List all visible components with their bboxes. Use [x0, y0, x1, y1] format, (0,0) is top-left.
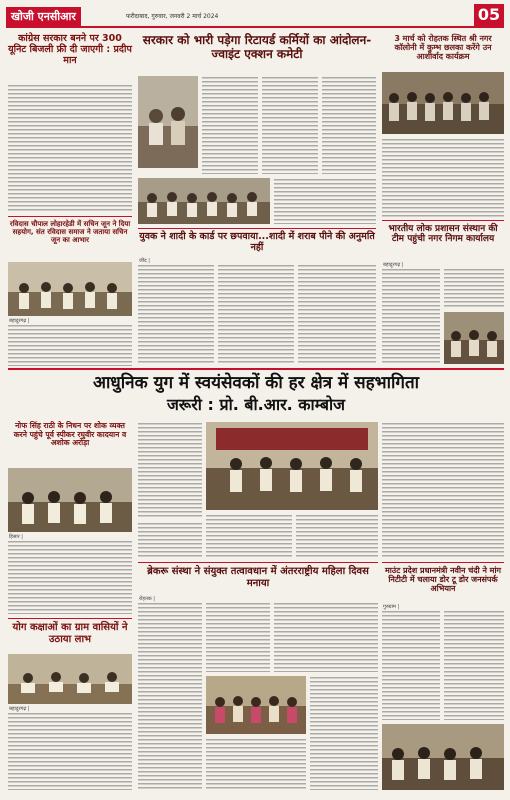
body-text-right-lower-top — [382, 422, 504, 558]
issue-line: फरीदाबाद, गुरुवार, जनवरी 2 मार्च 2024 — [126, 13, 219, 20]
condolence-photo — [8, 468, 132, 532]
banner-headline-line1: आधुनिक युग में स्वयंसेवकों की हर क्षेत्र में सहभागिता — [92, 373, 420, 393]
campaign-photo-graphic — [382, 724, 504, 790]
byline-2: जींद | — [139, 258, 150, 264]
headline-left-top: कांग्रेस सरकार बनने पर 300 यूनिट बिजली फ्री दी जाएगी : प्रदीप मान — [8, 33, 132, 66]
byline-7: बहादुरगढ़ | — [9, 706, 30, 712]
yoga-photo — [8, 654, 132, 704]
page-number: 05 — [474, 4, 504, 26]
chaupal-photo — [8, 262, 132, 316]
condolence-photo-graphic — [8, 468, 132, 532]
divider-left-1 — [8, 216, 132, 217]
protest-photo — [138, 76, 198, 168]
body-text-center-top-d — [274, 178, 376, 224]
banner-headline-line2: जरूरी : प्रो. बी.आर. काम्बोज — [166, 395, 346, 414]
chaupal-photo-graphic — [8, 262, 132, 316]
headline-right-middle: भारतीय लोक प्रशासन संस्थान की टीम पहुंची नगर निगम कार्यालय — [388, 224, 498, 245]
headline-center-middle: युवक ने शादी के कार्ड पर छपवाया...शादी में शराब पीने की अनुमति नहीं — [139, 231, 375, 253]
officials-photo — [444, 312, 504, 364]
headline-left-middle: रविदास चौपाल लोहारहेडी में सचिन जून ने दिया सहयोग, संत रविदास समाज ने जताया सचिन जून का आभार — [9, 220, 131, 245]
divider-center-2 — [138, 562, 378, 563]
body-text-center-top-c — [322, 76, 376, 174]
byline-5: रोहतक | — [139, 596, 155, 602]
headline-center-lower: ब्रेकरू संस्था ने संयुक्त तत्वावधान में अंतरराष्ट्रीय महिला दिवस मनाया — [147, 566, 369, 589]
campaign-photo — [382, 724, 504, 790]
headline-right-top: 3 मार्च को रोहतक स्थित श्री नगर कॉलोनी में कुम्भ छलका करेंगे उन आशीर्वाद कार्यक्रम — [394, 34, 492, 62]
byline-6: गुरुग्राम | — [383, 604, 400, 610]
headline-right-lower: माउंट प्रदेश प्रधानमंत्री नवीन चंदी ने मांग निटीटी में चलाया डोर टू डोर जनसंपर्क अभियान — [384, 566, 502, 594]
banner-rule-top — [8, 368, 504, 370]
body-text-center-top-a — [202, 76, 258, 174]
body-text-banner-a — [138, 422, 202, 518]
body-text-banner-d — [138, 522, 202, 558]
body-text-right-lower-a — [382, 610, 440, 720]
body-text-left-top — [8, 84, 132, 212]
body-text-center-middle-c — [298, 264, 376, 364]
byline-3: बहादुरगढ़ | — [383, 262, 404, 268]
body-text-center-middle-a — [138, 264, 214, 364]
meeting-photo — [138, 178, 270, 224]
body-text-banner-c — [296, 514, 378, 558]
body-text-right-middle-b — [444, 268, 504, 308]
protest-photo-graphic — [138, 76, 198, 168]
event-photo — [382, 72, 504, 134]
byline-1: बहादुरगढ़ | — [9, 318, 30, 324]
body-text-left-bottom — [8, 712, 132, 790]
body-text-right-top — [382, 138, 504, 218]
body-text-center-lower-d — [310, 676, 378, 790]
masthead — [6, 4, 504, 28]
womens-day-photo-graphic — [206, 676, 306, 734]
body-text-banner-b — [206, 514, 292, 558]
body-text-center-top-b — [262, 76, 318, 174]
body-text-center-lower-b — [206, 602, 270, 672]
event-photo-graphic — [382, 72, 504, 134]
yoga-photo-graphic — [8, 654, 132, 704]
divider-center-1 — [138, 228, 376, 229]
divider-right-1 — [382, 220, 504, 221]
seminar-photo-graphic — [206, 422, 378, 510]
body-text-center-middle-b — [218, 264, 294, 364]
divider-right-2 — [382, 562, 504, 563]
divider-left-2 — [8, 618, 132, 619]
body-text-left-lower — [8, 540, 132, 614]
body-text-right-lower-b — [444, 610, 504, 720]
headline-center-top: सरकार को भारी पड़ेगा रिटायर्ड कर्मियों का आंदोलन- ज्वाइंट एक्शन कमेटी — [142, 33, 372, 61]
body-text-center-lower-a — [138, 602, 202, 790]
womens-day-photo — [206, 676, 306, 734]
meeting-photo-graphic — [138, 178, 270, 224]
body-text-center-lower-c — [274, 602, 378, 672]
body-text-right-middle-a — [382, 268, 440, 364]
paper-name: खोजी एनसीआर — [6, 7, 81, 26]
body-text-center-lower-e — [206, 738, 306, 790]
headline-left-bottom: योग कक्षाओं का ग्राम वासियों ने उठाया लाभ — [12, 622, 128, 645]
byline-4: हिसार | — [9, 534, 23, 540]
seminar-photo — [206, 422, 378, 510]
body-text-left-middle — [8, 324, 132, 366]
officials-photo-graphic — [444, 312, 504, 364]
headline-left-lower: नोफ सिंह राठी के निधन पर शोक व्यक्त करने पहुंचे पूर्व स्पीकर रघुवीर कादयान व अशोक अरोड़ा — [13, 421, 127, 448]
